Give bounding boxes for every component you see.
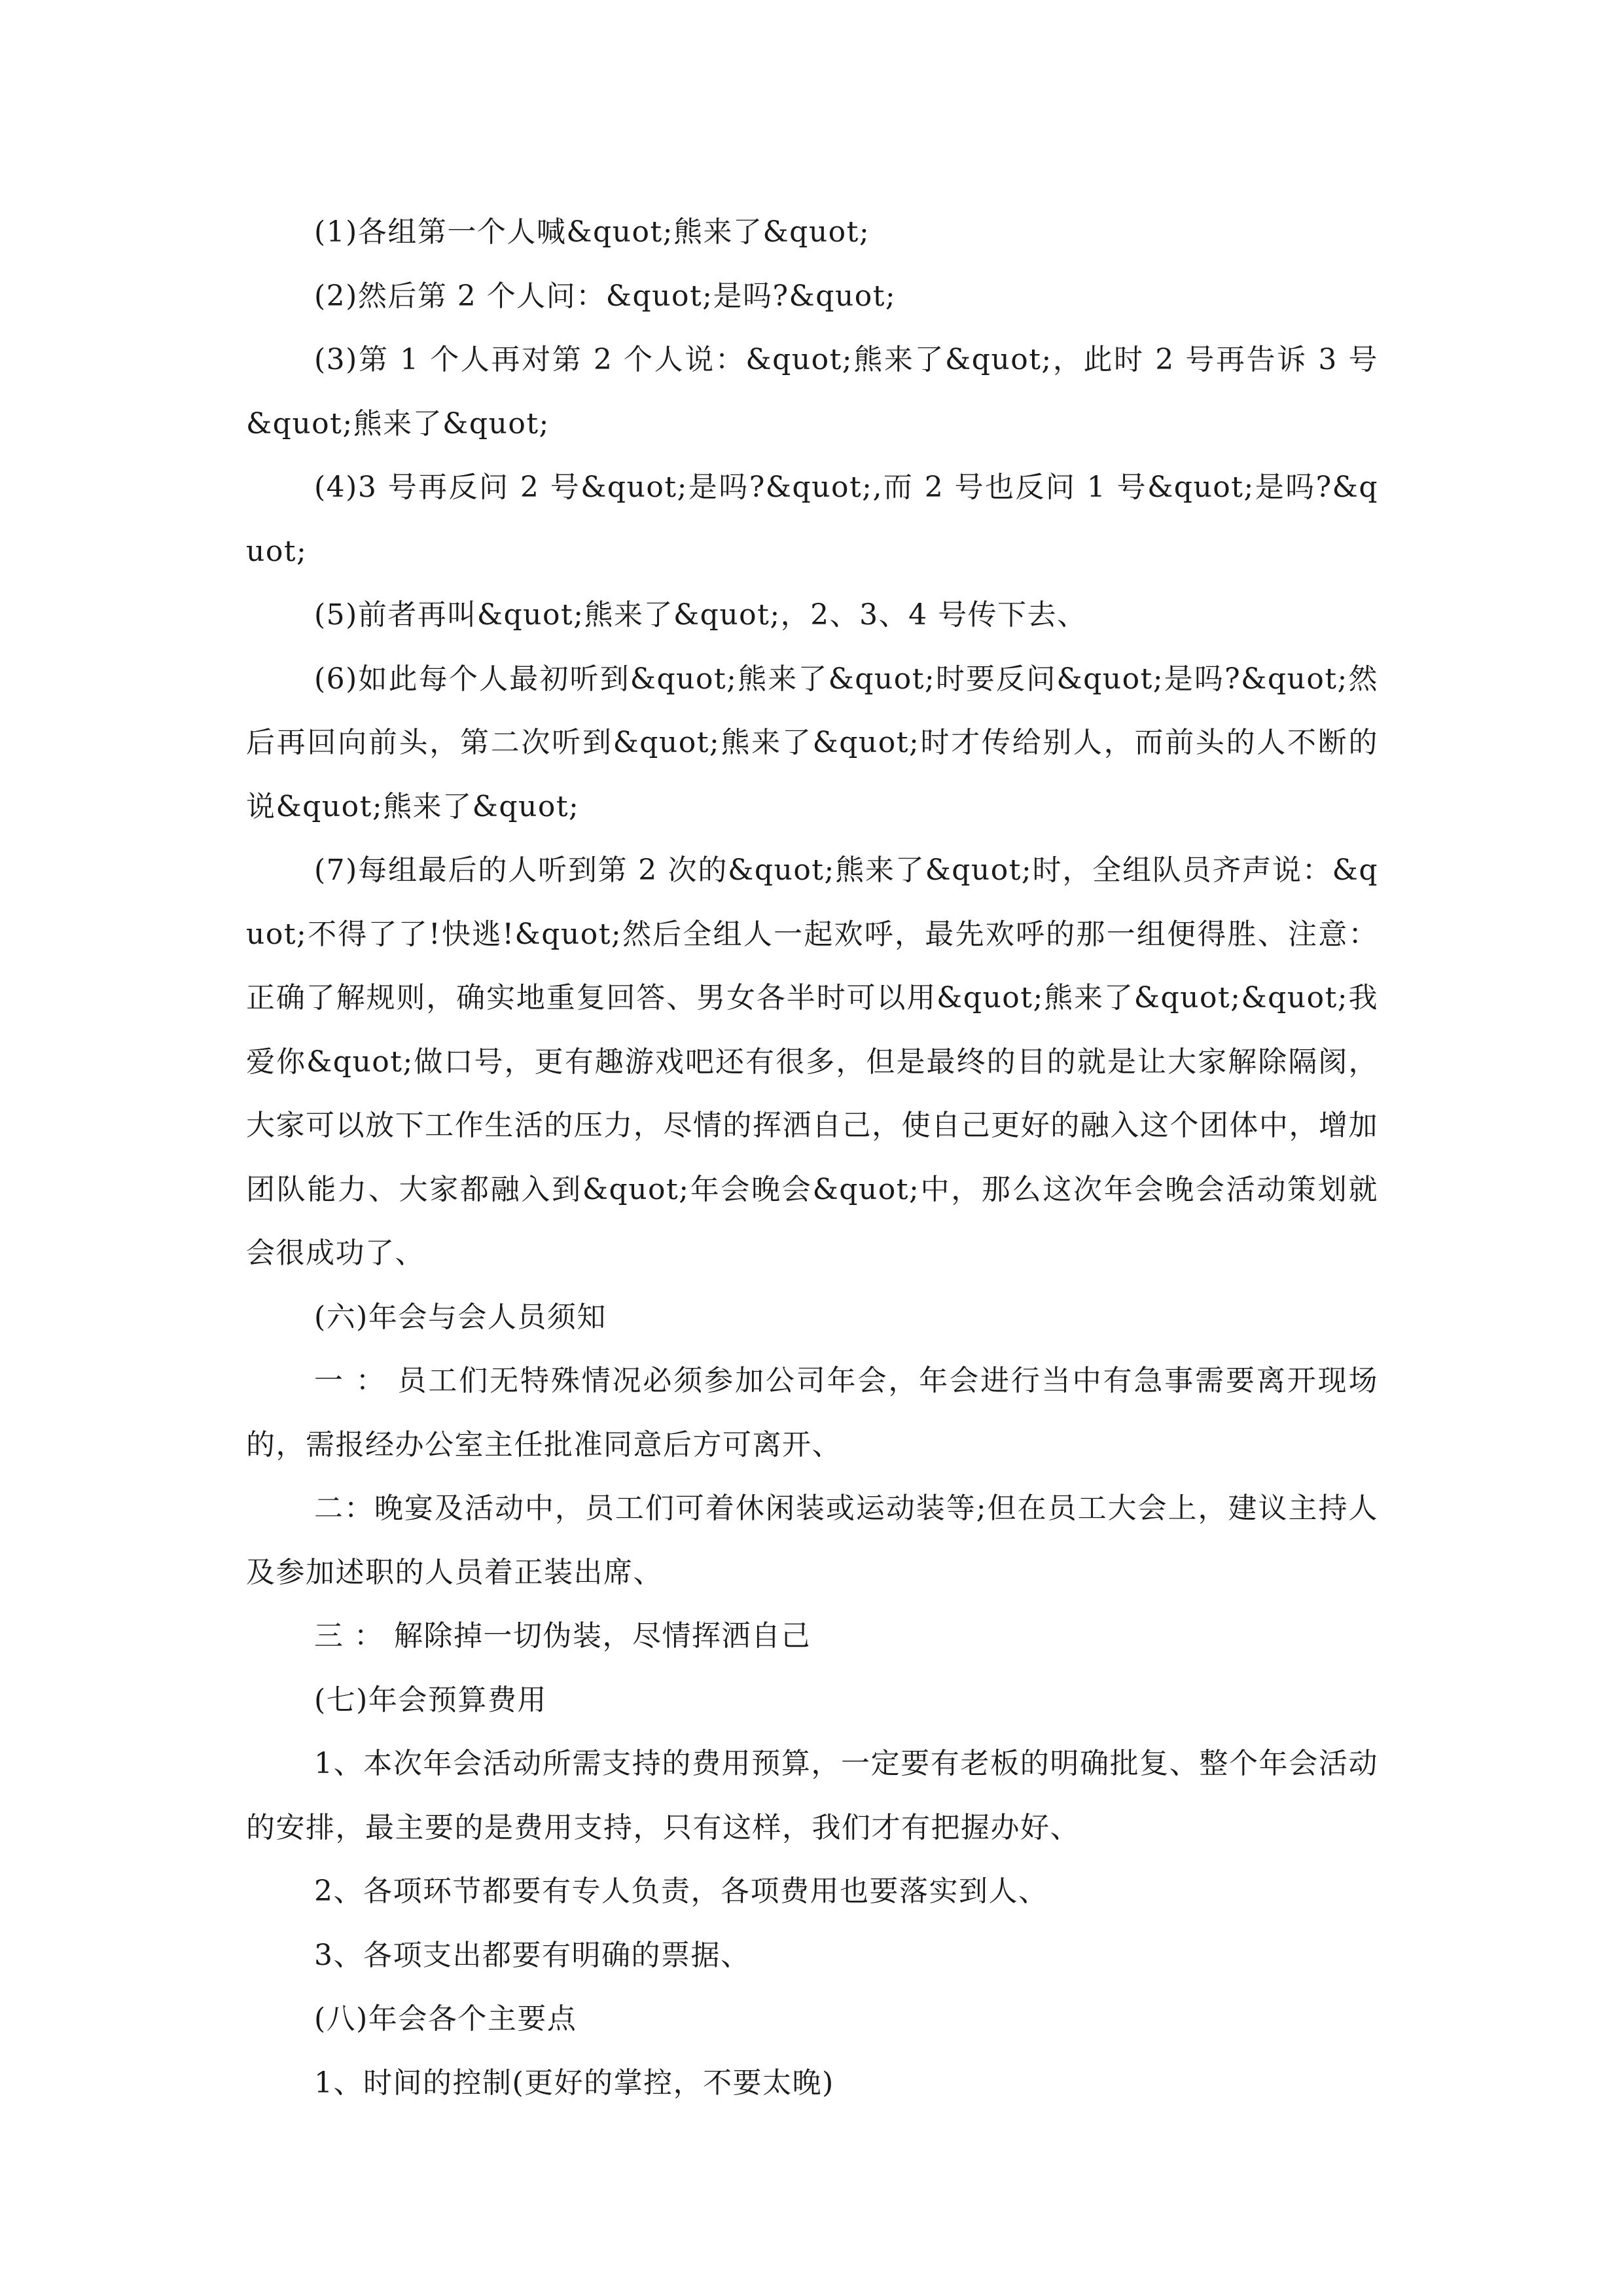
paragraph-3: (3)第 1 个人再对第 2 个人说：&quot;熊来了&quot;，此时 2 号再告诉 3 号&quot;熊来了&quot; bbox=[246, 343, 1378, 440]
paragraph-15: 3、各项支出都要有明确的票据、 bbox=[314, 1938, 751, 1972]
section-heading-6: (六)年会与会人员须知 bbox=[314, 1300, 607, 1334]
paragraph-17: 1、时间的控制(更好的掌控，不要太晚) bbox=[314, 2066, 834, 2100]
section-heading-8: (八)年会各个主要点 bbox=[314, 2002, 577, 2036]
paragraph-5: (5)前者再叫&quot;熊来了&quot;，2、3、4 号传下去、 bbox=[314, 598, 1087, 632]
paragraph-11: 三 ： 解除掉一切伪装，尽情挥洒自己 bbox=[314, 1619, 811, 1653]
paragraph-14: 2、各项环节都要有专人负责，各项费用也要落实到人、 bbox=[314, 1874, 1048, 1908]
paragraph-6: (6)如此每个人最初听到&quot;熊来了&quot;时要反问&quot;是吗?&quot;然后再回向前头，第二次听到&quot;熊来了&quot;时才传给别人，而前头的人不断的说&quot;熊来了&quot; bbox=[246, 662, 1378, 823]
paragraph-2: (2)然后第 2 个人问：&quot;是吗?&quot; bbox=[314, 279, 897, 313]
paragraph-4: (4)3 号再反问 2 号&quot;是吗?&quot;,而 2 号也反问 1 号&quot;是吗?&quot; bbox=[246, 471, 1378, 568]
paragraph-9: 一 ： 员工们无特殊情况必须参加公司年会，年会进行当中有急事需要离开现场的，需报经办公室主任批准同意后方可离开、 bbox=[246, 1364, 1378, 1462]
document-body bbox=[246, 200, 1378, 2115]
paragraph-1: (1)各组第一个人喊&quot;熊来了&quot; bbox=[314, 215, 870, 249]
section-heading-7: (七)年会预算费用 bbox=[314, 1683, 547, 1717]
paragraph-10: 二：晚宴及活动中，员工们可着休闲装或运动装等;但在员工大会上，建议主持人及参加述职的人员着正装出席、 bbox=[246, 1492, 1378, 1589]
paragraph-13: 1、本次年会活动所需支持的费用预算，一定要有老板的明确批复、整个年会活动的安排，最主要的是费用支持，只有这样，我们才有把握办好、 bbox=[246, 1747, 1378, 1844]
paragraph-7: (7)每组最后的人听到第 2 次的&quot;熊来了&quot;时，全组队员齐声说：&quot;不得了了!快逃!&quot;然后全组人一起欢呼，最先欢呼的那一组便得胜、注意：正确了解规则，确实地重复回答、男女各半时可以用&quot;熊来了&quot;&quot;我爱你&quot;做口号，更有趣游戏吧还有很多，但是最终的目的就是让大家解除隔阂，大家可以放下工作生活的压力，尽情的挥洒自己，使自己更好的融入这个团体中，增加团队能力、大家都融入到&quot;年会晚会&quot;中，那么这次年会晚会活动策划就会很成功了、 bbox=[246, 853, 1378, 1270]
